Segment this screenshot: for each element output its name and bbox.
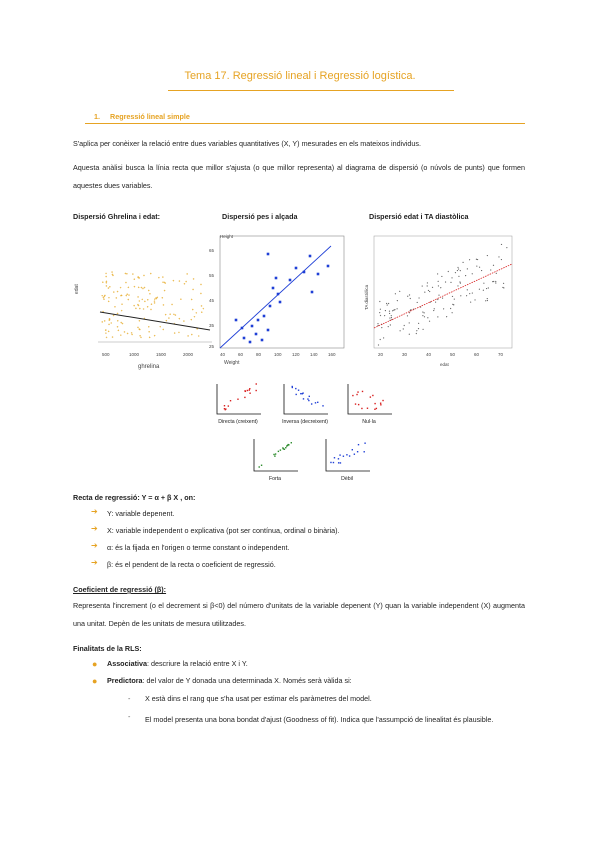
scatter-point <box>131 334 133 336</box>
scatter-point <box>249 389 250 390</box>
scatter-point <box>105 282 107 284</box>
fig3-caption: Dispersió edat i TA diastòlica <box>369 212 469 221</box>
scatter-point <box>303 398 304 399</box>
scatter-point <box>169 313 171 315</box>
fig1-ylabel: edat <box>74 284 80 294</box>
scatter-point <box>243 337 246 340</box>
scatter-point <box>150 309 152 311</box>
scatter-point <box>298 390 299 391</box>
scatter-point <box>127 299 129 301</box>
scatter-point <box>114 306 116 308</box>
scatter-point <box>280 449 281 450</box>
scatter-point <box>195 312 197 314</box>
regression-label: Recta de regressió: <box>73 493 140 502</box>
scatter-point <box>355 403 356 404</box>
scatter-point <box>108 301 110 303</box>
scatter-point <box>340 462 341 463</box>
scatter-point <box>198 335 200 337</box>
scatter-point <box>357 451 358 452</box>
fig3-ylabel: TA diastòlica <box>364 284 369 310</box>
scatter-point <box>194 316 196 318</box>
coef-text: Representa l'increment (o el decrement si β<0) del número d'unitats de la variable depenent (Y) quan la variable independent (X) augmenta una unitat. Depèn de les unitats de mesura utilitzades. <box>73 601 525 628</box>
scatter-point <box>173 280 175 282</box>
scatter-point <box>241 327 244 330</box>
fig1-caption: Dispersió Ghrelina i edat: <box>73 212 161 221</box>
scatter-point <box>278 451 279 452</box>
scatter-point <box>120 322 122 324</box>
scatter-point <box>108 287 110 289</box>
scatter-point <box>137 296 139 298</box>
fig3-xtick: 40 <box>426 352 432 357</box>
fig2-ytick: 35 <box>209 323 215 328</box>
scatter-point <box>121 303 123 305</box>
scatter-point <box>247 390 248 391</box>
scatter-point <box>168 317 170 319</box>
fig2-xtick: 140 <box>310 352 318 357</box>
scatter-point <box>185 281 187 283</box>
scatter-point <box>352 395 353 396</box>
scatter-point <box>180 298 182 300</box>
scatter-point <box>191 299 193 301</box>
fig2-xtick: 80 <box>256 352 262 357</box>
scatter-point <box>333 462 334 463</box>
scatter-point <box>311 403 312 404</box>
scatter-point <box>259 466 260 467</box>
scatter-point <box>273 454 274 455</box>
scatter-point <box>158 277 160 279</box>
scatter-point <box>244 390 245 391</box>
scatter-point <box>275 453 276 454</box>
scatter-point <box>154 302 156 304</box>
scatter-point <box>362 391 363 392</box>
coef-heading: Coeficient de regressió (β): <box>73 585 167 594</box>
fig1-xlabel: ghrelina <box>138 364 160 370</box>
scatter-point <box>117 291 119 293</box>
fig2-ytick: 65 <box>209 248 215 253</box>
scatter-point <box>257 319 260 322</box>
fig2-xtick: 120 <box>292 352 300 357</box>
scatter-point <box>144 301 146 303</box>
scatter-point <box>128 294 130 296</box>
scatter-point <box>139 320 141 322</box>
scatter-point <box>285 447 286 448</box>
fig1-scatter <box>70 232 215 372</box>
scatter-point <box>115 297 117 299</box>
fig2-xtick: 100 <box>274 352 282 357</box>
scatter-point <box>338 458 339 459</box>
scatter-point <box>380 404 381 405</box>
scatter-point <box>179 280 181 282</box>
scatter-point <box>105 332 107 334</box>
scatter-point <box>201 311 203 313</box>
scatter-point <box>287 445 288 446</box>
mini-direct-caption: Directa (creixent) <box>218 419 258 425</box>
scatter-point <box>126 293 128 295</box>
predictora-condition-1: X està dins el rang que s'ha usat per estimar els paràmetres del model. <box>145 694 372 703</box>
scatter-point <box>354 454 355 455</box>
fig1-xtick: 2000 <box>183 352 194 357</box>
fig2-ytick: 25 <box>209 344 215 349</box>
scatter-point <box>284 449 285 450</box>
scatter-point <box>263 315 266 318</box>
scatter-point <box>295 388 296 389</box>
scatter-point <box>149 337 151 339</box>
scatter-point <box>300 393 301 394</box>
scatter-point <box>133 305 135 307</box>
scatter-point <box>309 255 312 258</box>
scatter-point <box>120 287 122 289</box>
scatter-point <box>106 285 108 287</box>
scatter-point <box>139 308 141 310</box>
scatter-point <box>374 403 375 404</box>
scatter-point <box>174 332 176 334</box>
regression-item: Y: variable depenent. <box>107 509 175 518</box>
scatter-point <box>269 305 272 308</box>
scatter-point <box>249 341 252 344</box>
scatter-point <box>364 451 365 452</box>
scatter-point <box>108 331 110 333</box>
scatter-point <box>358 444 359 445</box>
scatter-point <box>358 404 359 405</box>
scatter-point <box>302 392 303 393</box>
scatter-point <box>192 309 194 311</box>
section-number: 1. <box>94 112 100 121</box>
scatter-point <box>120 334 122 336</box>
scatter-point <box>101 295 103 297</box>
scatter-point <box>104 320 106 322</box>
regression-formula: Y = α + β X , on: <box>139 493 196 502</box>
scatter-point <box>159 326 161 328</box>
fig2-ytick: 55 <box>209 273 215 278</box>
scatter-point <box>175 314 177 316</box>
scatter-point <box>148 290 150 292</box>
scatter-point <box>106 281 108 283</box>
scatter-point <box>200 293 202 295</box>
scatter-point <box>178 332 180 334</box>
scatter-point <box>108 324 110 326</box>
scatter-point <box>109 286 111 288</box>
scatter-point <box>202 308 204 310</box>
scatter-point <box>186 273 188 275</box>
fig2-caption: Dispersió pes i alçada <box>222 212 298 221</box>
mini-weak-caption: Dèbil <box>341 476 353 482</box>
scatter-point <box>303 271 306 274</box>
scatter-point <box>149 293 151 295</box>
scatter-point <box>317 402 318 403</box>
associativa-label: Associativa <box>107 659 147 668</box>
scatter-point <box>125 282 127 284</box>
scatter-point <box>327 265 330 268</box>
bullet-dot-icon: ● <box>92 676 98 686</box>
fig3-xtick: 50 <box>450 352 456 357</box>
scatter-point <box>105 276 107 278</box>
scatter-point <box>134 286 136 288</box>
fig2-scatter <box>206 230 348 370</box>
scatter-point <box>113 291 115 293</box>
scatter-point <box>166 320 168 322</box>
scatter-point <box>361 408 362 409</box>
section-heading <box>94 112 190 121</box>
fig2-ytick: 45 <box>209 298 215 303</box>
regression-item: β: és el pendent de la recta o coeficient de regressió. <box>107 560 276 569</box>
scatter-point <box>187 335 189 337</box>
arrow-icon: ➔ <box>91 524 98 533</box>
scatter-point <box>117 326 119 328</box>
scatter-point <box>112 336 114 338</box>
scatter-point <box>272 287 275 290</box>
scatter-point <box>255 333 258 336</box>
scatter-point <box>228 405 229 406</box>
mini-strong <box>250 435 300 475</box>
fig1-xtick: 500 <box>102 352 110 357</box>
dash-icon: - <box>128 694 131 703</box>
scatter-point <box>311 291 314 294</box>
scatter-point <box>230 400 231 401</box>
scatter-point <box>143 308 145 310</box>
scatter-point <box>173 313 175 315</box>
mini-null-caption: Nul·la <box>362 419 376 425</box>
scatter-point <box>367 408 368 409</box>
scatter-point <box>349 455 350 456</box>
finalitats-heading: Finalitats de la RLS: <box>73 644 142 653</box>
fig3-xtick: 20 <box>378 352 384 357</box>
scatter-point <box>201 305 203 307</box>
fig1-points <box>101 271 204 338</box>
scatter-point <box>154 335 156 337</box>
scatter-point <box>357 391 358 392</box>
page-title: Tema 17. Regressió lineal i Regressió logística. <box>184 70 416 82</box>
scatter-point <box>352 449 353 450</box>
scatter-point <box>131 332 133 334</box>
scatter-point <box>140 337 142 339</box>
scatter-point <box>105 329 107 331</box>
scatter-point <box>382 400 383 401</box>
arrow-icon: ➔ <box>91 507 98 516</box>
scatter-point <box>125 273 127 275</box>
scatter-point <box>162 329 164 331</box>
scatter-point <box>141 299 143 301</box>
scatter-point <box>127 333 129 335</box>
fig2-xtick: 160 <box>328 352 336 357</box>
scatter-point <box>161 297 163 299</box>
scatter-point <box>309 396 310 397</box>
scatter-point <box>117 320 119 322</box>
fig1-regression-line <box>100 312 210 330</box>
title-underline <box>168 90 454 91</box>
scatter-point <box>277 293 280 296</box>
scatter-point <box>224 405 225 406</box>
scatter-point <box>256 383 257 384</box>
scatter-point <box>184 283 186 285</box>
scatter-point <box>376 408 377 409</box>
scatter-point <box>261 465 262 466</box>
scatter-point <box>330 462 331 463</box>
mini-direct <box>213 380 263 418</box>
fig3-xtick: 70 <box>498 352 504 357</box>
scatter-point <box>193 278 195 280</box>
scatter-point <box>274 455 275 456</box>
scatter-point <box>295 267 298 270</box>
scatter-point <box>235 319 238 322</box>
scatter-point <box>190 319 192 321</box>
arrow-icon: ➔ <box>91 558 98 567</box>
scatter-point <box>322 405 323 406</box>
scatter-point <box>317 273 320 276</box>
scatter-point <box>200 284 202 286</box>
scatter-point <box>103 297 105 299</box>
scatter-point <box>164 290 166 292</box>
scatter-point <box>144 287 146 289</box>
scatter-point <box>307 398 308 399</box>
scatter-point <box>183 320 185 322</box>
scatter-point <box>137 327 139 329</box>
scatter-point <box>295 394 296 395</box>
finalitat-predictora <box>107 675 352 687</box>
scatter-point <box>356 394 357 395</box>
scatter-point <box>267 329 270 332</box>
scatter-point <box>118 330 120 332</box>
scatter-point <box>147 306 149 308</box>
scatter-point <box>334 457 335 458</box>
arrow-icon: ➔ <box>91 541 98 550</box>
scatter-point <box>315 402 316 403</box>
paragraph-intro: S'aplica per conèixer la relació entre dues variables quantitatives (X, Y) mesurades en els mateixos individus. <box>73 139 422 148</box>
scatter-point <box>171 304 173 306</box>
regression-item: X: variable independent o explicativa (pot ser contínua, ordinal o binària). <box>107 526 340 535</box>
scatter-point <box>143 275 145 277</box>
scatter-point <box>225 408 226 409</box>
scatter-point <box>142 288 144 290</box>
scatter-point <box>132 273 134 275</box>
associativa-text: : descriure la relació entre X i Y. <box>146 659 248 668</box>
scatter-point <box>372 395 373 396</box>
scatter-point <box>380 403 381 404</box>
scatter-point <box>343 456 344 457</box>
fig1-xtick: 1000 <box>129 352 140 357</box>
mini-weak <box>322 435 372 475</box>
predictora-label: Predictora <box>107 676 143 685</box>
fig3-scatter <box>362 230 517 372</box>
scatter-point <box>154 298 156 300</box>
fig3-xtick: 60 <box>474 352 480 357</box>
scatter-point <box>192 289 194 291</box>
scatter-point <box>110 322 112 324</box>
scatter-point <box>128 286 130 288</box>
scatter-point <box>249 388 250 389</box>
scatter-point <box>148 326 150 328</box>
scatter-point <box>267 253 270 256</box>
scatter-point <box>117 313 119 315</box>
scatter-point <box>148 331 150 333</box>
scatter-point <box>124 331 126 333</box>
fig3-xlabel: edat <box>440 362 449 367</box>
scatter-point <box>154 300 156 302</box>
scatter-point <box>249 393 250 394</box>
scatter-point <box>244 397 245 398</box>
regression-item: α: és la fijada en l'origen o terme constant o independent. <box>107 543 290 552</box>
scatter-point <box>162 281 164 283</box>
finalitat-associativa <box>107 658 248 670</box>
fig2-xtick: 60 <box>238 352 244 357</box>
paragraph-analysis: Aquesta anàlisi busca la línia recta que millor s'ajusta (o que millor representa) al diagrama de dispersió (o núvols de punts) que formen aquestes dues variables. <box>73 163 525 190</box>
scatter-point <box>275 277 278 280</box>
scatter-point <box>126 273 128 275</box>
scatter-point <box>165 314 167 316</box>
scatter-point <box>289 279 292 282</box>
fig3-xtick: 30 <box>402 352 408 357</box>
predictora-text: : del valor de Y donada una determinada X. Només serà vàlida si: <box>142 676 352 685</box>
scatter-point <box>125 295 127 297</box>
scatter-point <box>251 325 254 328</box>
scatter-point <box>135 308 137 310</box>
scatter-point <box>364 442 365 443</box>
scatter-point <box>121 310 123 312</box>
scatter-point <box>374 409 375 410</box>
dash-icon: - <box>128 712 131 721</box>
mini-strong-caption: Forta <box>268 476 282 482</box>
scatter-point <box>255 390 256 391</box>
scatter-point <box>370 396 371 397</box>
scatter-point <box>133 278 135 280</box>
scatter-point <box>147 299 149 301</box>
scatter-point <box>339 454 340 455</box>
scatter-point <box>111 271 113 273</box>
scatter-point <box>163 304 165 306</box>
scatter-point <box>105 273 107 275</box>
scatter-point <box>106 337 108 339</box>
scatter-point <box>261 339 264 342</box>
fig2-xtick: 40 <box>220 352 226 357</box>
bullet-dot-icon: ● <box>92 659 98 669</box>
fig2-ylabel: Height <box>220 234 234 239</box>
scatter-point <box>102 281 104 283</box>
scatter-point <box>191 334 193 336</box>
scatter-point <box>139 335 141 337</box>
scatter-point <box>151 303 153 305</box>
mini-null <box>344 380 394 418</box>
fig1-xtick: 1500 <box>156 352 167 357</box>
scatter-point <box>279 301 282 304</box>
scatter-point <box>150 273 152 275</box>
scatter-point <box>179 318 181 320</box>
scatter-point <box>292 386 293 387</box>
scatter-point <box>108 297 110 299</box>
mini-inverse-caption: Inversa (decreixent) <box>282 419 328 425</box>
fig2-xlabel: Weight <box>224 360 240 366</box>
scatter-point <box>162 276 164 278</box>
predictora-condition-2: El model presenta una bona bondat d'ajust (Goodness of fit). Indica que l'assumpció de linealitat és plausible. <box>145 715 494 724</box>
mini-inverse <box>280 380 330 418</box>
section-underline <box>85 123 525 124</box>
scatter-point <box>237 399 238 400</box>
scatter-point <box>308 400 309 401</box>
scatter-point <box>138 300 140 302</box>
scatter-point <box>101 321 103 323</box>
scatter-point <box>141 287 143 289</box>
scatter-point <box>113 315 115 317</box>
scatter-point <box>138 287 140 289</box>
scatter-point <box>346 454 347 455</box>
scatter-point <box>122 323 124 325</box>
scatter-point <box>291 442 292 443</box>
scatter-point <box>103 298 105 300</box>
regression-line-intro <box>73 489 525 507</box>
section-title: Regressió lineal simple <box>110 112 190 121</box>
scatter-point <box>338 462 339 463</box>
